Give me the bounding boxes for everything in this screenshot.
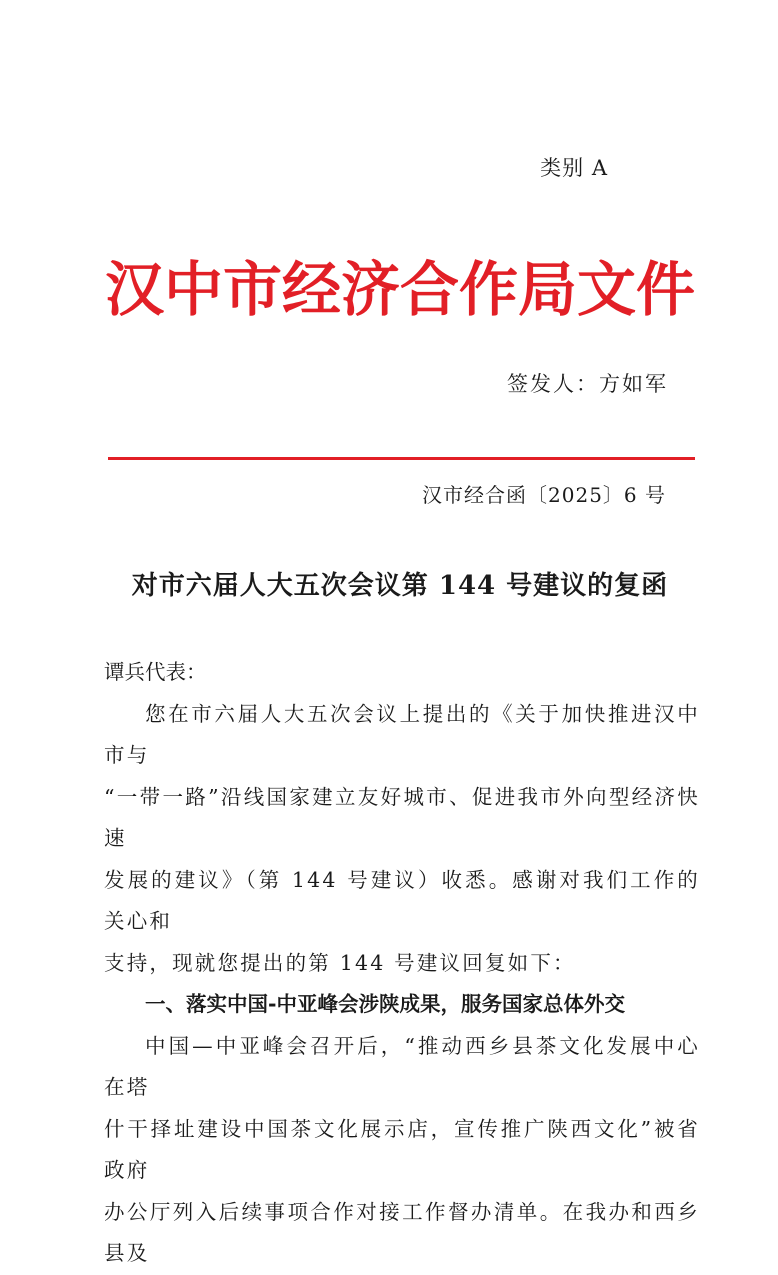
paragraph-line: 您在市六届人大五次会议上提出的《关于加快推进汉中市与 <box>104 701 700 767</box>
issuer-name: 方如军 <box>599 372 668 396</box>
issuer-line <box>507 368 668 398</box>
document-title: 对市六届人大五次会议第 144 号建议的复函 <box>131 571 669 601</box>
document-header-title: 汉中市经济合作局文件 <box>104 255 695 324</box>
paragraph-line: 办公厅列入后续事项合作对接工作督办清单。在我办和西乡县及 <box>104 1199 700 1265</box>
section-heading: 一、落实中国-中亚峰会涉陕成果，服务国家总体外交 <box>145 992 626 1016</box>
paragraph-line: 发展的建议》（第 144 号建议）收悉。感谢对我们工作的关心和 <box>104 867 700 933</box>
issuer-label: 签发人： <box>507 372 599 396</box>
category-label: 类别 A <box>540 156 608 180</box>
document-number: 汉市经合函〔2025〕6 号 <box>422 483 666 507</box>
paragraph-line: “一带一路”沿线国家建立友好城市、促进我市外向型经济快速 <box>104 784 700 850</box>
paragraph-line: 支持，现就您提出的第 144 号建议回复如下： <box>104 950 576 975</box>
salutation: 谭兵代表： <box>104 660 207 684</box>
paragraph-line: 什干择址建设中国茶文化展示店，宣传推广陕西文化”被省政府 <box>104 1116 700 1182</box>
document-body <box>104 652 700 1275</box>
red-divider-line <box>108 457 695 460</box>
paragraph-line: 中国—中亚峰会召开后，“推动西乡县茶文化发展中心在塔 <box>104 1033 700 1099</box>
